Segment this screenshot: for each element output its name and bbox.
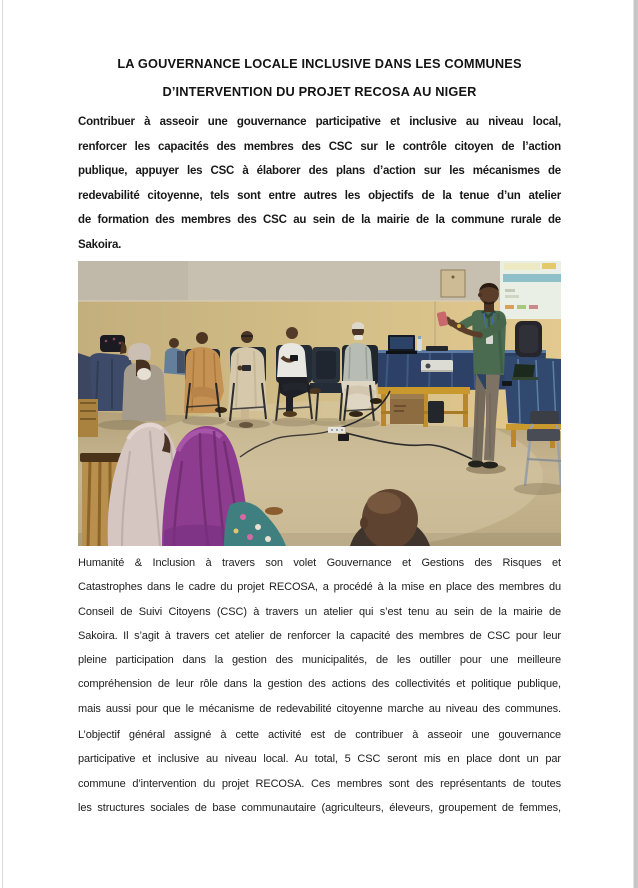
text-line: pleine participation dans la gestion des municipalités, de les outiller pour une meilleure — [78, 654, 561, 667]
document-title — [78, 50, 561, 106]
lead-paragraph — [78, 110, 561, 257]
text-line: les structures sociales de base communautaire (agriculteurs, éleveurs, groupement de femmes, — [78, 801, 561, 814]
body-paragraph-1 — [78, 551, 561, 721]
text-line: participative et inclusive au niveau local. Au total, 5 CSC seront mis en place dont un par — [78, 753, 561, 766]
page-right-edge — [633, 0, 638, 888]
text-line: Humanité & Inclusion à travers son volet Gouvernance et Gestions des Risques et — [78, 557, 561, 569]
title-line-1: LA GOUVERNANCE LOCALE INCLUSIVE DANS LES COMMUNES — [117, 56, 522, 71]
title-line-2: D’INTERVENTION DU PROJET RECOSA AU NIGER — [162, 84, 477, 99]
text-line: Sakoira. Il s’agit à travers cet atelier de renforcer la capacité des membres de CSC pour leur — [78, 629, 561, 642]
office-chair — [515, 321, 542, 357]
body-paragraph-2 — [78, 723, 561, 820]
text-line: Catastrophes dans le cadre du projet RECOSA, a procédé à la mise en place des membres du — [78, 581, 561, 594]
text-line: mais aussi pour que le mécanisme de redevabilité citoyenne marche au niveau des communes. — [78, 702, 561, 715]
text-line: L’objectif général assigné à cette activité est de contribuer à asseoir une gouvernance — [78, 729, 561, 742]
text-line: renforcer les capacités des membres des CSC sur le contrôle citoyen de l’action — [78, 140, 561, 153]
text-line: redevabilité citoyenne, tels sont entre autres les objectifs de la tenue d’un atelier — [78, 189, 561, 202]
wall-box — [441, 270, 465, 297]
text-line: commune d’intervention du projet RECOSA. Ces membres sont des représentants de toutes — [78, 777, 561, 790]
text-line: compréhension de leur rôle dans la gestion des actions des collectivités et politique publique, — [78, 678, 561, 691]
text-line: publique, appuyer les CSC à élaborer des plans d’action sur les mécanismes de — [78, 165, 561, 177]
workshop-photo — [78, 261, 561, 546]
text-line: Sakoira. — [78, 238, 122, 251]
text-line: Conseil de Suivi Citoyens (CSC) à travers un atelier qui s’est tenu au sein de la mairie de — [78, 605, 561, 618]
text-line: Contribuer à asseoir une gouvernance participative et inclusive au niveau local, — [78, 116, 561, 128]
text-line: de formation des membres des CSC au sein de la mairie de la commune rurale de — [78, 214, 561, 226]
projector-screen — [500, 261, 561, 319]
page-content — [78, 50, 561, 820]
